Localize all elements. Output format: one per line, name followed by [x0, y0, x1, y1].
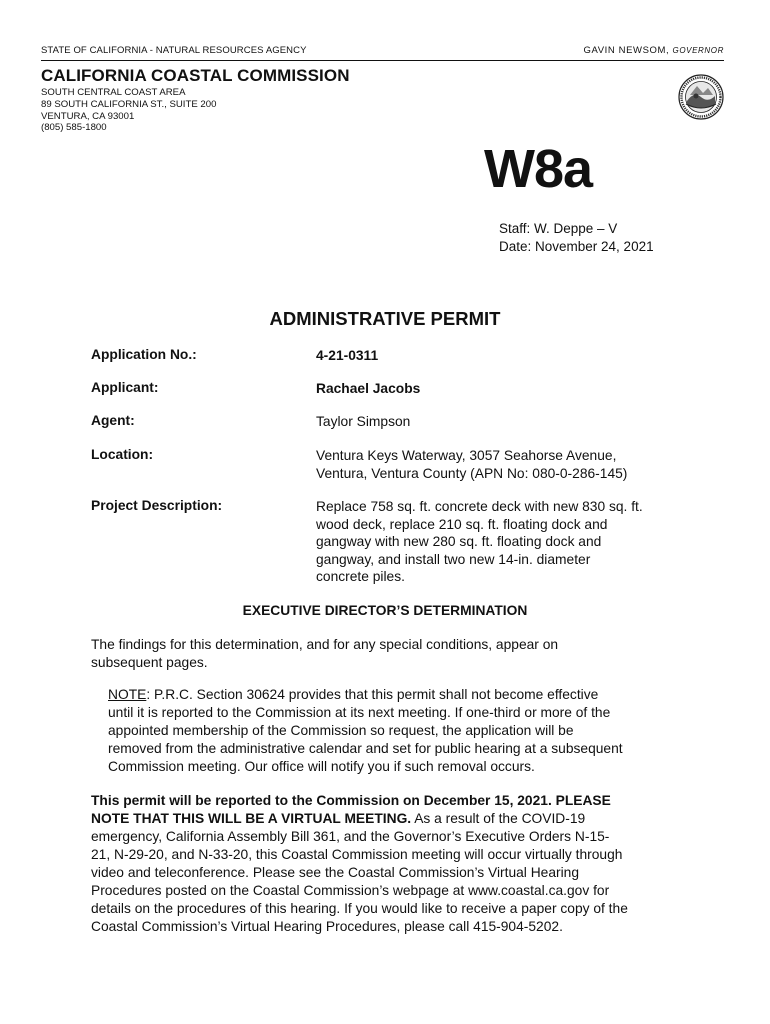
commission-name: CALIFORNIA COASTAL COMMISSION [41, 66, 350, 85]
report-line: video and teleconference. Please see the Coastal Commission’s Virtual Hearing [91, 865, 580, 880]
application-no-label: Application No.: [91, 347, 197, 362]
agency-name: STATE OF CALIFORNIA - NATURAL RESOURCES AGENCY [41, 45, 307, 56]
agent-label: Agent: [91, 413, 135, 428]
location-label: Location: [91, 447, 154, 462]
report-line: details on the procedures of this hearing. If you would like to receive a paper copy of the [91, 901, 628, 916]
project-description-line: gangway with new 280 sq. ft. floating dock and [316, 534, 602, 549]
report-line: Coastal Commission’s Virtual Hearing Procedures, please call 415-904-5202. [91, 919, 563, 934]
report-line: This permit will be reported to the Commission on December 15, 2021. PLEASE [91, 793, 611, 808]
findings-line: The findings for this determination, and for any special conditions, appear on [91, 637, 559, 652]
report-line: 21, N-29-20, and N-33-20, this Coastal Commission meeting will occur virtually through [91, 847, 623, 862]
findings-paragraph [91, 636, 651, 672]
agenda-item-code: W8a [484, 139, 593, 199]
note-text: : P.R.C. Section 30624 provides that this permit shall not become effective [146, 687, 599, 702]
note-line: removed from the administrative calendar and set for public hearing at a subsequent [108, 741, 623, 756]
applicant-label: Applicant: [91, 380, 159, 395]
date-line: Date: November 24, 2021 [499, 239, 654, 254]
governor-title: GOVERNOR [672, 46, 724, 55]
letterhead-topbar [41, 45, 724, 59]
address-area: SOUTH CENTRAL COAST AREA [41, 87, 186, 98]
commission-address [41, 87, 216, 134]
project-description-label: Project Description: [91, 498, 223, 513]
note-label: NOTE [108, 687, 147, 702]
address-phone: (805) 585-1800 [41, 122, 107, 134]
state-seal-icon [678, 74, 724, 120]
staff-block [499, 220, 654, 256]
note-line: until it is reported to the Commission at its next meeting. If one-third or more of the [108, 705, 611, 720]
document-title: ADMINISTRATIVE PERMIT [269, 308, 501, 329]
report-paragraph [91, 792, 691, 936]
note-paragraph [108, 686, 678, 776]
applicant-value: Rachael Jacobs [316, 381, 421, 396]
governor-line [584, 45, 724, 56]
report-text: As a result of the COVID-19 [411, 811, 586, 826]
governor-name: GAVIN NEWSOM, [583, 45, 670, 56]
agent-value: Taylor Simpson [316, 414, 411, 429]
location-value [316, 447, 686, 482]
note-line [108, 686, 678, 704]
report-bold-text: NOTE THAT THIS WILL BE A VIRTUAL MEETING. [91, 811, 412, 826]
findings-line: subsequent pages. [91, 655, 208, 670]
location-line: Ventura, Ventura County (APN No: 080-0-286-145) [316, 465, 628, 481]
staff-line: Staff: W. Deppe – V [499, 221, 618, 236]
project-description-value [316, 498, 686, 586]
address-street: 89 SOUTH CALIFORNIA ST., SUITE 200 [41, 98, 217, 110]
project-description-line: gangway, and install two new 14-in. diameter [316, 551, 591, 567]
report-line: emergency, California Assembly Bill 361, and the Governor’s Executive Orders N-15- [91, 829, 610, 844]
application-no-value: 4-21-0311 [316, 348, 379, 363]
note-line: Commission meeting. Our office will notify you if such removal occurs. [108, 759, 535, 774]
note-line: appointed membership of the Commission so request, the application will be [108, 723, 574, 738]
project-description-line: wood deck, replace 210 sq. ft. floating dock and [316, 516, 608, 532]
letterhead-rule [41, 60, 724, 61]
executive-determination-heading: EXECUTIVE DIRECTOR’S DETERMINATION [242, 603, 528, 618]
report-line: Procedures posted on the Coastal Commission’s webpage at www.coastal.ca.gov for [91, 883, 610, 898]
address-city: VENTURA, CA 93001 [41, 110, 135, 122]
project-description-line: Replace 758 sq. ft. concrete deck with new 830 sq. ft. [316, 499, 643, 514]
location-line: Ventura Keys Waterway, 3057 Seahorse Avenue, [316, 448, 617, 463]
report-line [91, 810, 691, 828]
project-description-line: concrete piles. [316, 569, 405, 584]
